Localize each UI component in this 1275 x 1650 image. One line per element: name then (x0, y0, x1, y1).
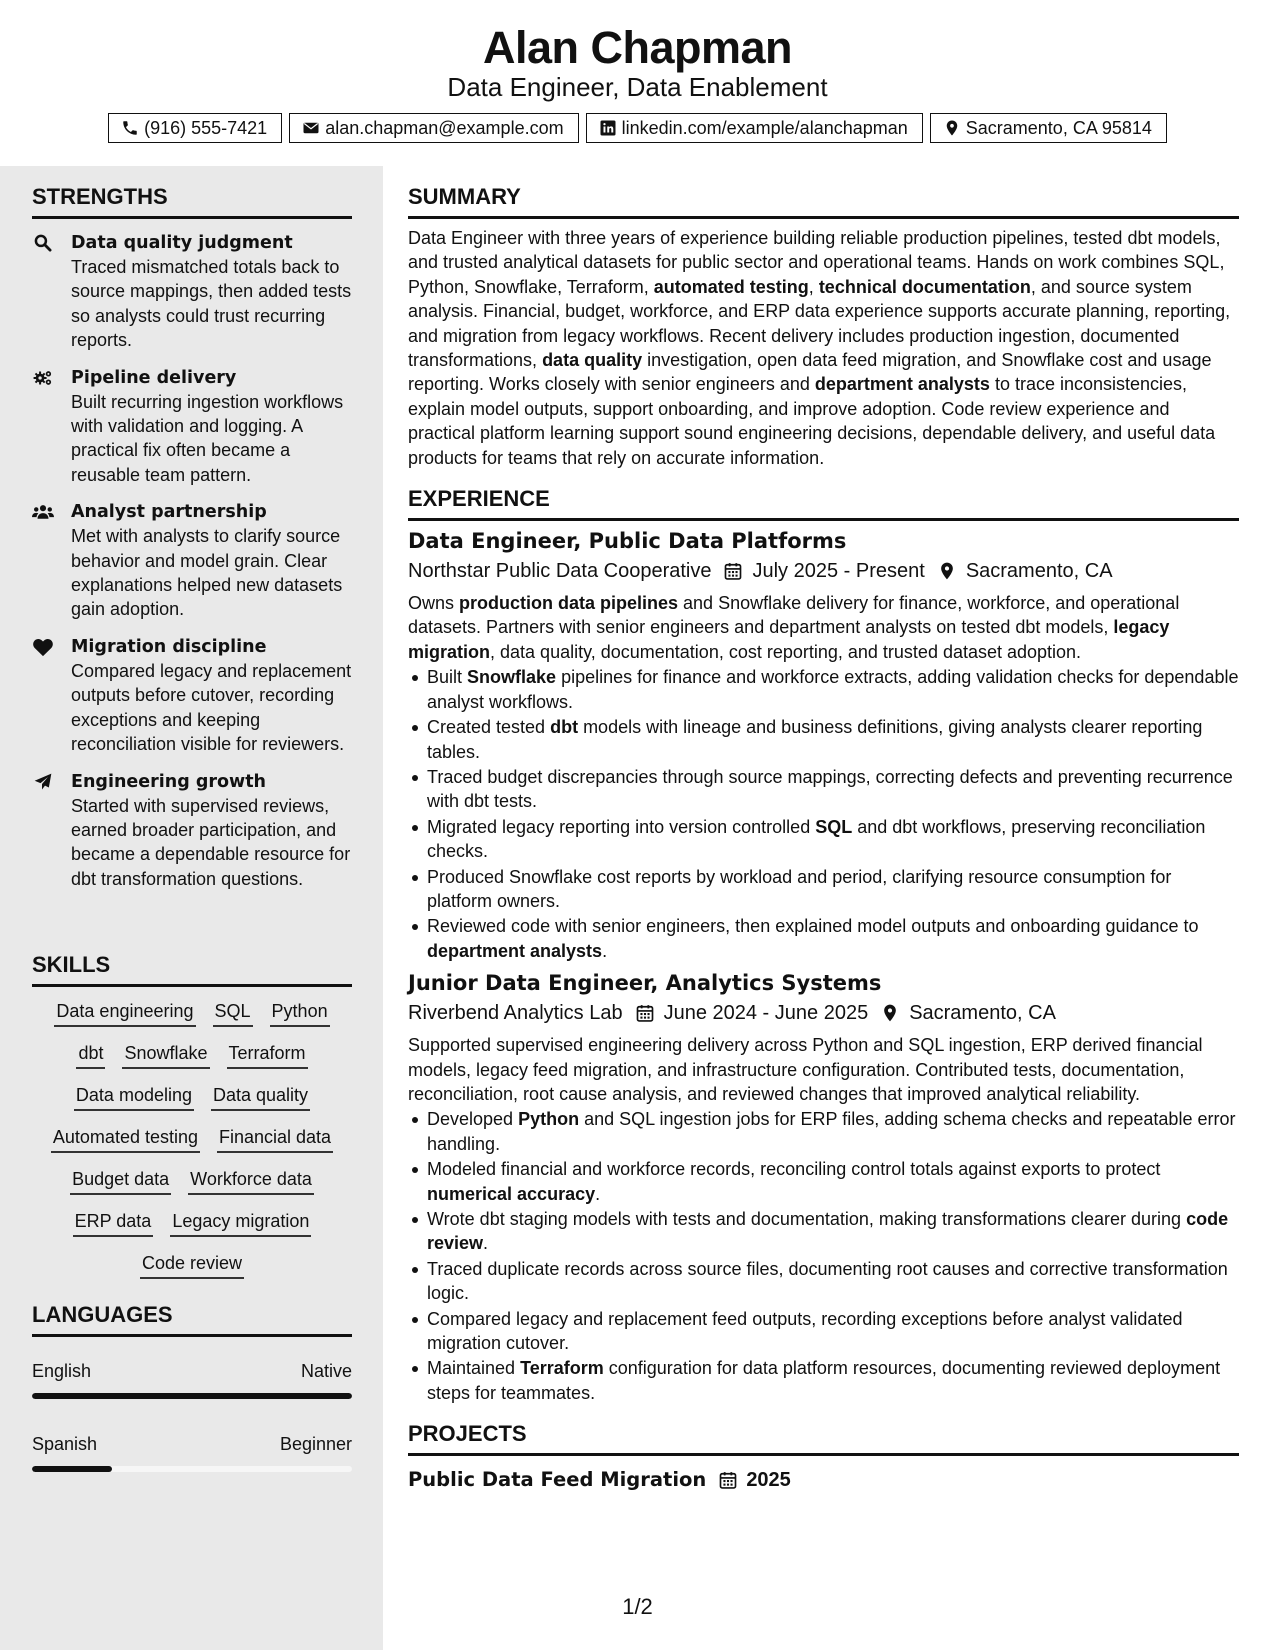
map-pin-icon (943, 119, 961, 137)
candidate-title: Data Engineer, Data Enablement (447, 72, 828, 102)
contact-linkedin[interactable] (586, 113, 923, 143)
contact-phone[interactable] (108, 113, 282, 143)
skill-tag: SQL (213, 999, 253, 1027)
gears-icon (32, 368, 54, 388)
job-bullets (408, 665, 1239, 963)
skill-tag: Terraform (227, 1041, 308, 1069)
job-bullet: Traced duplicate records across source files, documenting root causes and corrective transformation logic. (408, 1257, 1239, 1306)
job-bullet: Reviewed code with senior engineers, then explained model outputs and onboarding guidance to department analysts. (408, 914, 1239, 963)
strength-description: Traced mismatched totals back to source mappings, then added tests so analysts could trust recurring reports. (71, 257, 352, 351)
skill-tag: Legacy migration (170, 1209, 311, 1237)
job-bullet: Developed Python and SQL ingestion jobs for ERP files, adding schema checks and repeatable error handling. (408, 1107, 1239, 1156)
language-name: Spanish (32, 1434, 98, 1454)
skill-tag: Budget data (70, 1167, 171, 1195)
contact-location (930, 113, 1167, 143)
skills-section (32, 952, 352, 1279)
language-proficiency-fill (32, 1393, 352, 1399)
map-pin-icon (880, 1003, 900, 1023)
job-intro: Supported supervised engineering delivery across Python and SQL ingestion, ERP derived financial models, legacy feed migration, and infrastructure configuration. Contributed tests, documentation, reconciliation, root cause analysis, and reviewed changes that improved analytical reliability. (408, 1035, 1203, 1104)
contact-location-text: Sacramento, CA 95814 (965, 117, 1152, 138)
job-bullet: Compared legacy and replacement feed outputs, recording exceptions before analyst validated migration cutover. (408, 1307, 1239, 1356)
job-entry (408, 969, 1239, 1405)
contact-email-text: alan.chapman@example.com (325, 117, 564, 138)
project-entry (408, 1466, 1239, 1494)
languages-section (32, 1302, 352, 1472)
project-date: 2025 (746, 1469, 791, 1492)
skills-list (32, 987, 352, 1279)
job-bullet: Maintained Terraform configuration for data platform resources, documenting reviewed deployment steps for teammates. (408, 1356, 1239, 1405)
job-bullet: Modeled financial and workforce records, reconciling control totals against exports to protect numerical accuracy. (408, 1157, 1239, 1206)
summary-section (408, 184, 1239, 470)
page-number: 1/2 (622, 1594, 653, 1619)
job-company: Northstar Public Data Cooperative (408, 560, 712, 583)
contact-email[interactable] (289, 113, 578, 143)
strength-title: Data quality judgment (71, 233, 293, 253)
job-entry (408, 527, 1239, 963)
job-meta (408, 557, 1239, 585)
job-intro: Owns production data pipelines and Snowflake delivery for finance, workforce, and operational datasets. Partners with senior engineers and department analysts on tested dbt models, legacy migration, data quality, documentation, cost reporting, and trusted dataset adoption. (408, 593, 1180, 662)
main-content (408, 166, 1239, 1494)
calendar-icon (635, 1003, 655, 1023)
strengths-section (32, 184, 352, 891)
strength-item (32, 231, 352, 353)
strength-description: Built recurring ingestion workflows with validation and logging. A practical fix often became a reusable team pattern. (71, 391, 344, 485)
skill-tag: Automated testing (51, 1125, 200, 1153)
language-proficiency-bar (32, 1466, 352, 1472)
language-name: English (32, 1361, 92, 1381)
calendar-icon (718, 1470, 738, 1490)
job-dates: June 2024 - June 2025 (663, 1002, 869, 1025)
strength-title: Migration discipline (71, 636, 267, 657)
strength-title: Pipeline delivery (71, 367, 237, 388)
skill-tag: Financial data (217, 1125, 333, 1153)
strength-item (32, 770, 352, 892)
phone-icon (121, 119, 139, 137)
paper-plane-icon (32, 772, 54, 792)
language-proficiency-bar (32, 1393, 352, 1399)
project-title: Public Data Feed Migration (408, 1468, 707, 1492)
contact-bar (0, 113, 1275, 143)
skill-tag: Snowflake (122, 1041, 209, 1069)
strength-title: Analyst partnership (71, 502, 267, 523)
skill-tag: dbt (76, 1041, 105, 1069)
skill-tag: Data modeling (74, 1083, 194, 1111)
strength-item (32, 635, 352, 757)
strength-item (32, 366, 352, 488)
linkedin-icon (599, 119, 617, 137)
language-level: Beginner (279, 1434, 352, 1454)
heart-icon (32, 637, 54, 657)
skill-tag: Data engineering (54, 999, 195, 1027)
calendar-icon (723, 561, 743, 581)
strength-title: Engineering growth (71, 771, 267, 792)
strength-description: Met with analysts to clarify source behavior and model grain. Clear explanations helped new datasets gain adoption. (71, 526, 343, 620)
summary-text: Data Engineer with three years of experience building reliable production pipelines, tested dbt models, and trusted analytical datasets for public sector and operational teams. Hands on work combines SQL, Python, Snowflake, Terraform, automated testing, technical documentation, and source system analysis. Financial, budget, workforce, and ERP data experience supports accurate planning, reporting, and migration from legacy workflows. Recent delivery includes production ingestion, documented transformations, data quality investigation, open data feed migration, and Snowflake cost and usage reporting. Works closely with senior engineers and department analysts to trace inconsistencies, explain model outputs, support onboarding, and improve adoption. Code review experience and practical platform learning support sound engineering decisions, dependable delivery, and useful data products for teams that rely on accurate information. (408, 228, 1231, 468)
summary-heading: SUMMARY (408, 184, 1239, 219)
projects-heading: PROJECTS (408, 1421, 1239, 1456)
language-item (32, 1359, 352, 1399)
language-proficiency-fill (32, 1466, 112, 1472)
job-bullet: Traced budget discrepancies through source mappings, correcting defects and preventing recurrence with dbt tests. (408, 765, 1239, 814)
projects-section (408, 1421, 1239, 1494)
contact-linkedin-text: linkedin.com/example/alanchapman (621, 117, 908, 138)
job-title: Data Engineer, Public Data Platforms (408, 529, 847, 554)
resume-header (0, 0, 1275, 166)
job-bullets (408, 1107, 1239, 1405)
map-pin-icon (937, 561, 957, 581)
skill-tag: Data quality (211, 1083, 310, 1111)
job-dates: July 2025 - Present (752, 560, 925, 583)
job-bullet: Created tested dbt models with lineage and business definitions, giving analysts clearer reporting tables. (408, 715, 1239, 764)
job-title: Junior Data Engineer, Analytics Systems (408, 971, 882, 996)
strength-description: Compared legacy and replacement outputs before cutover, recording exceptions and keeping reconciliation visible for reviewers. (71, 660, 352, 755)
strength-item (32, 500, 352, 622)
candidate-name: Alan Chapman (482, 22, 793, 73)
job-company: Riverbend Analytics Lab (408, 1002, 623, 1025)
job-location: Sacramento, CA (965, 560, 1113, 583)
envelope-icon (302, 119, 320, 137)
job-bullet: Produced Snowflake cost reports by workload and period, clarifying resource consumption for platform owners. (408, 865, 1239, 914)
languages-heading: LANGUAGES (32, 1302, 352, 1337)
skill-tag: ERP data (73, 1209, 154, 1237)
strength-description: Started with supervised reviews, earned broader participation, and became a dependable resource for dbt transformation questions. (71, 795, 351, 889)
job-bullet: Built Snowflake pipelines for finance and workforce extracts, adding validation checks for dependable analyst workflows. (408, 665, 1239, 714)
job-bullet: Migrated legacy reporting into version controlled SQL and dbt workflows, preserving reconciliation checks. (408, 815, 1239, 864)
skill-tag: Workforce data (188, 1167, 314, 1195)
language-level: Native (300, 1361, 352, 1381)
job-location: Sacramento, CA (909, 1002, 1056, 1025)
skills-heading: SKILLS (32, 952, 352, 987)
language-item (32, 1432, 352, 1472)
sidebar (0, 166, 383, 1650)
users-icon (32, 502, 54, 522)
magnifier-icon (32, 233, 54, 253)
skill-tag: Code review (140, 1251, 244, 1279)
experience-heading: EXPERIENCE (408, 486, 1239, 521)
job-meta (408, 999, 1239, 1027)
contact-phone-text: (916) 555-7421 (144, 117, 268, 138)
experience-section (408, 486, 1239, 1405)
skill-tag: Python (270, 999, 330, 1027)
strengths-heading: STRENGTHS (32, 184, 352, 219)
job-bullet: Wrote dbt staging models with tests and documentation, making transformations clearer during code review. (408, 1207, 1239, 1256)
